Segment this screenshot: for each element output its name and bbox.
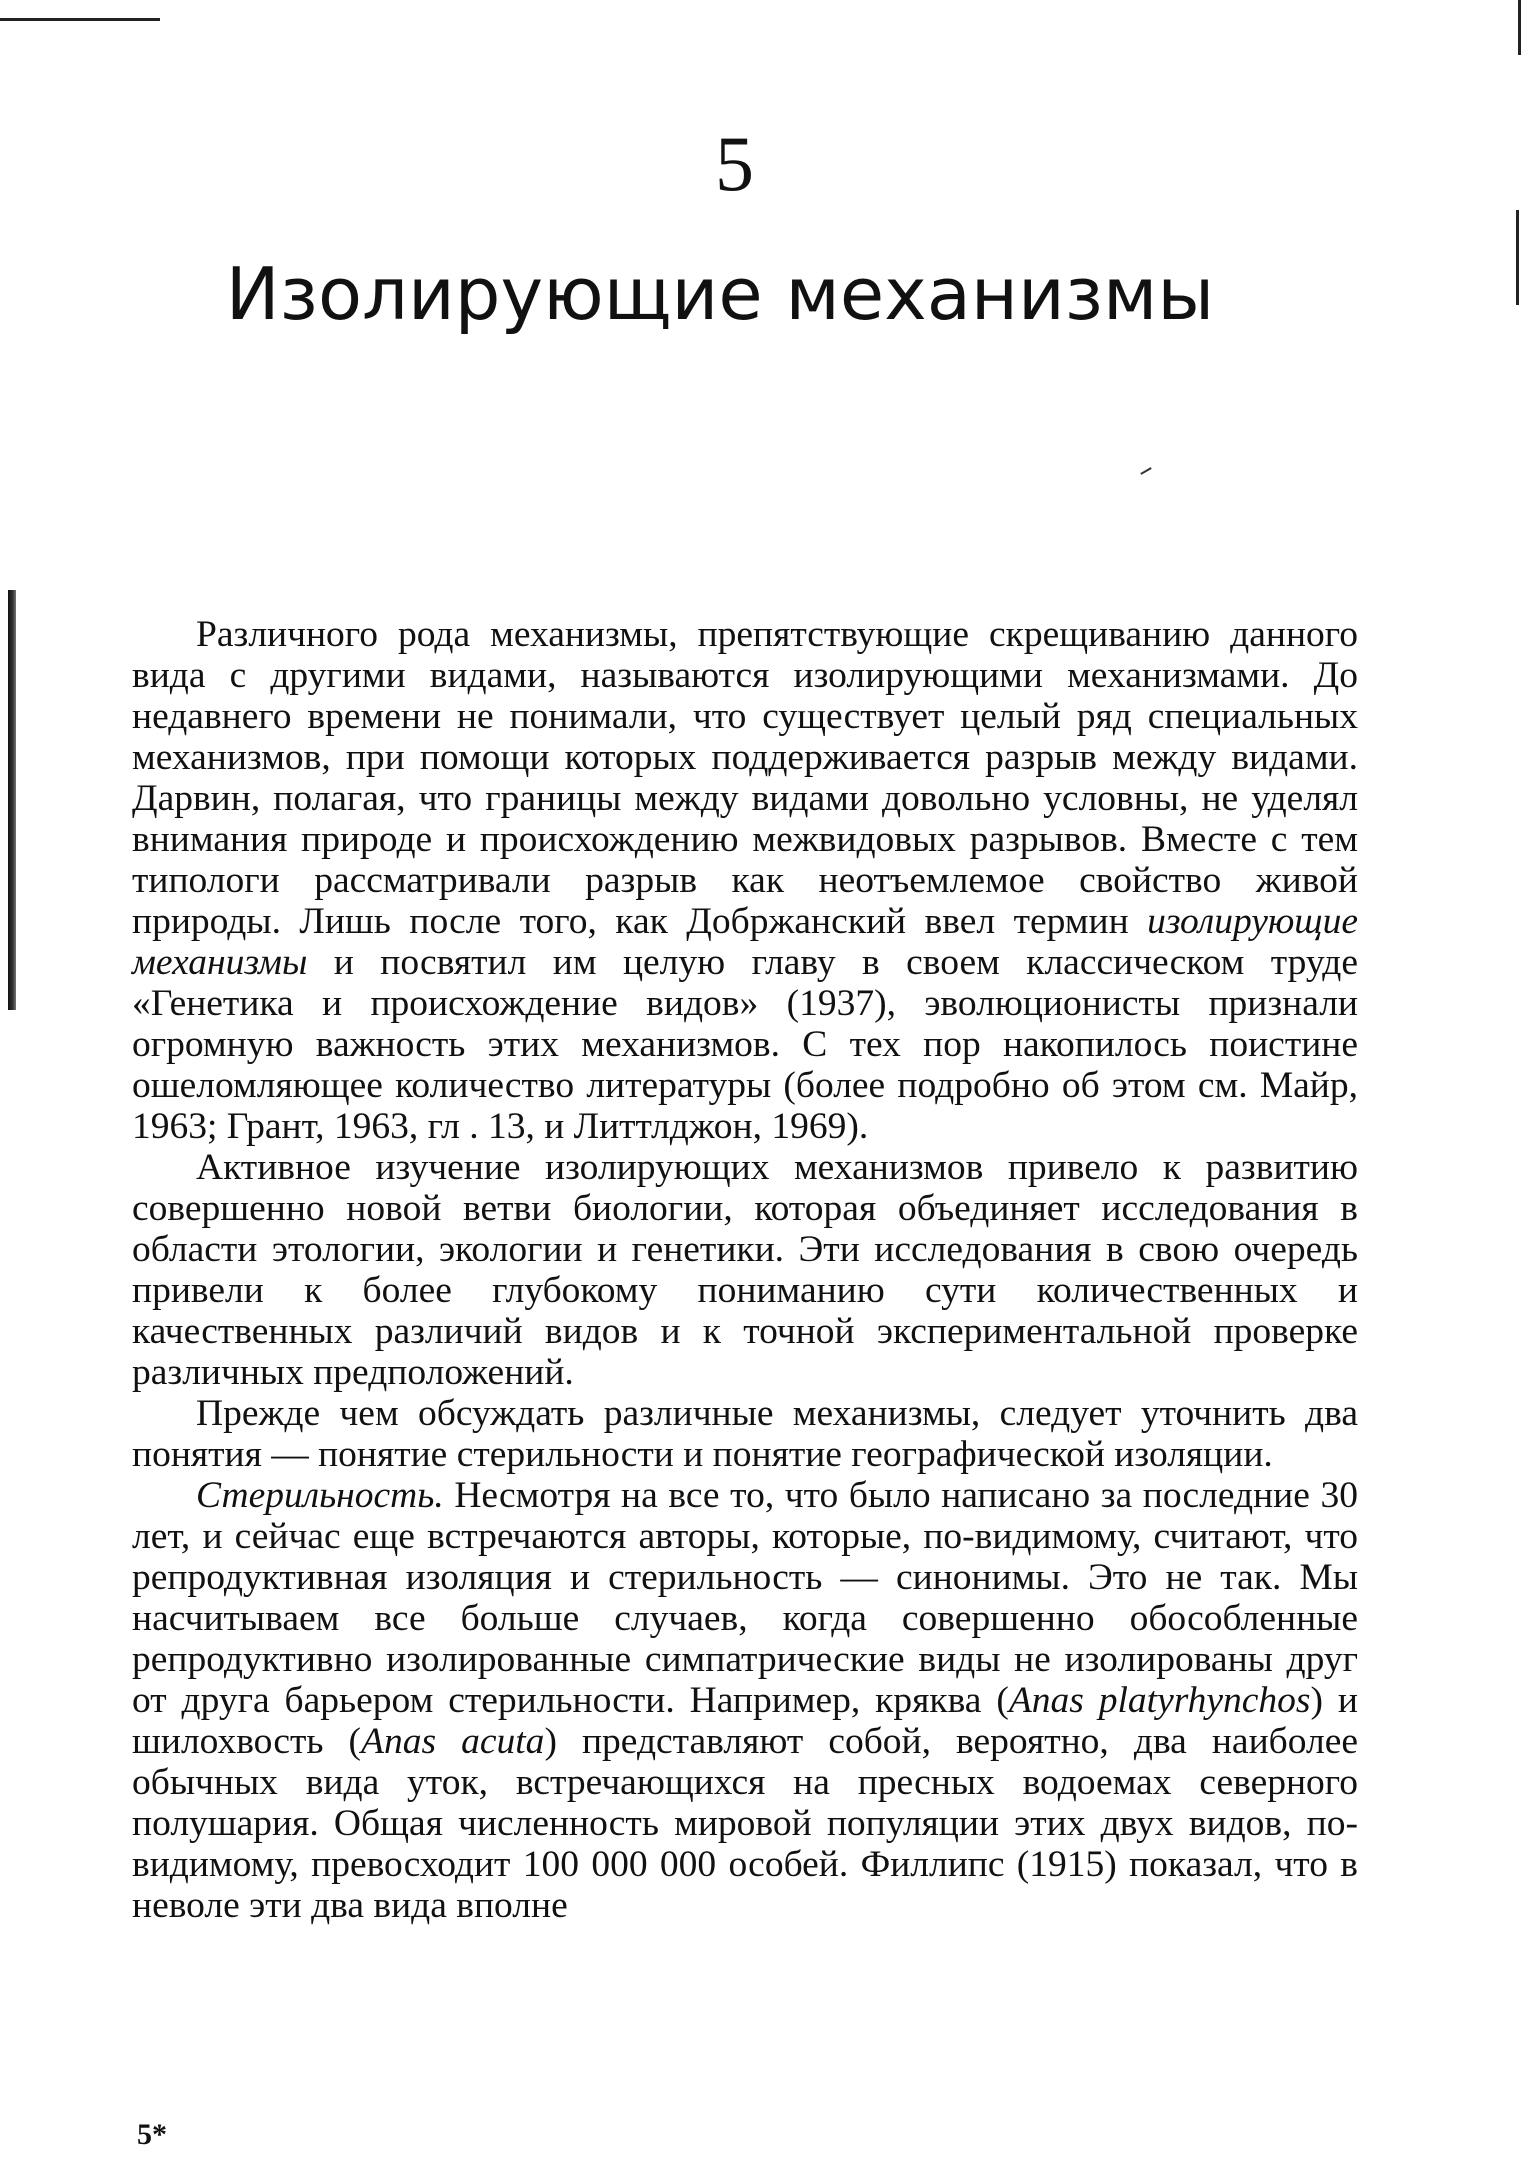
paragraph bbox=[132, 1393, 1358, 1475]
text-segment: Несмотря на все то, что было написано за последние 30 лет, и сейчас еще встречаются авторы, которые, по-видимому, считают, что репродуктивная изоляция и стерильность — синонимы. Это не так. Мы насчитываем все больше случаев, когда совершенно обособленные репродуктивно изолированные симпатрические виды не изолированы друг от друга барьером стерильности. Например, кряква ( bbox=[132, 1475, 1358, 1721]
scan-artifact-top-left bbox=[0, 18, 160, 21]
scan-artifact-left-edge bbox=[8, 590, 16, 1010]
italic-heading: Стерильность. bbox=[196, 1475, 444, 1516]
text-segment: Активное изучение изолирующих механизмов привело к развитию совершенно новой ветви биологии, которая объединяет исследования в области этологии, экологии и генетики. Эти исследования в свою очередь привели к более глубокому пониманию сути количественных и качественных различий видов и к точной экспериментальной проверке различных предположений. bbox=[132, 1147, 1358, 1393]
body-text bbox=[132, 614, 1358, 1926]
chapter-title: Изолирующие механизмы bbox=[225, 252, 1215, 336]
italic-species-name: Anas platyrhynchos bbox=[1008, 1680, 1311, 1721]
text-segment: Прежде чем обсуждать различные механизмы, следует уточнить два понятия — понятие стерильности и понятие географической изоляции. bbox=[132, 1393, 1358, 1475]
paragraph bbox=[132, 1147, 1358, 1393]
scan-artifact-speck bbox=[1140, 467, 1151, 475]
scan-artifact-right-top bbox=[1518, 0, 1521, 55]
text-segment: и посвятил им целую главу в своем классическом труде «Генетика и происхождение видов» (1937), эволюционисты признали огромную важность этих механизмов. С тех пор накопилось поистине ошеломляющее количество литературы (более подробно об этом см. Майр, 1963; Грант, 1963, гл . 13, и Литтлджон, 1969). bbox=[132, 942, 1358, 1147]
text-segment: ) представляют собой, вероятно, два наиболее обычных вида уток, встречающихся на пресных водоемах северного полушария. Общая численность мировой популяции этих двух видов, по-видимому, превосходит 100 000 000 особей. Филлипс (1915) показал, что в неволе эти два вида вполне bbox=[132, 1721, 1358, 1926]
paragraph bbox=[132, 614, 1358, 1147]
page-signature: 5* bbox=[137, 2118, 167, 2151]
paragraph bbox=[132, 1475, 1358, 1926]
text-segment: Различного рода механизмы, препятствующие скрещиванию данного вида с другими видами, называются изолирующими механизмами. До недавнего времени не понимали, что существует целый ряд специальных механизмов, при помощи которых поддерживается разрыв между видами. Дарвин, полагая, что границы между видами довольно условны, не уделял внимания природе и происхождению межвидовых разрывов. Вместе с тем типологи рассматривали разрыв как неотъемлемое свойство живой природы. Лишь после того, как Добржанский ввел термин bbox=[132, 614, 1358, 942]
italic-species-name: Anas acuta bbox=[361, 1721, 545, 1762]
italic-term: изолирующие механизмы bbox=[132, 901, 1358, 983]
text-segment: ) и шилохвость ( bbox=[132, 1680, 1358, 1762]
chapter-number: 5 bbox=[715, 120, 755, 207]
scan-artifact-right-edge bbox=[1516, 210, 1519, 305]
